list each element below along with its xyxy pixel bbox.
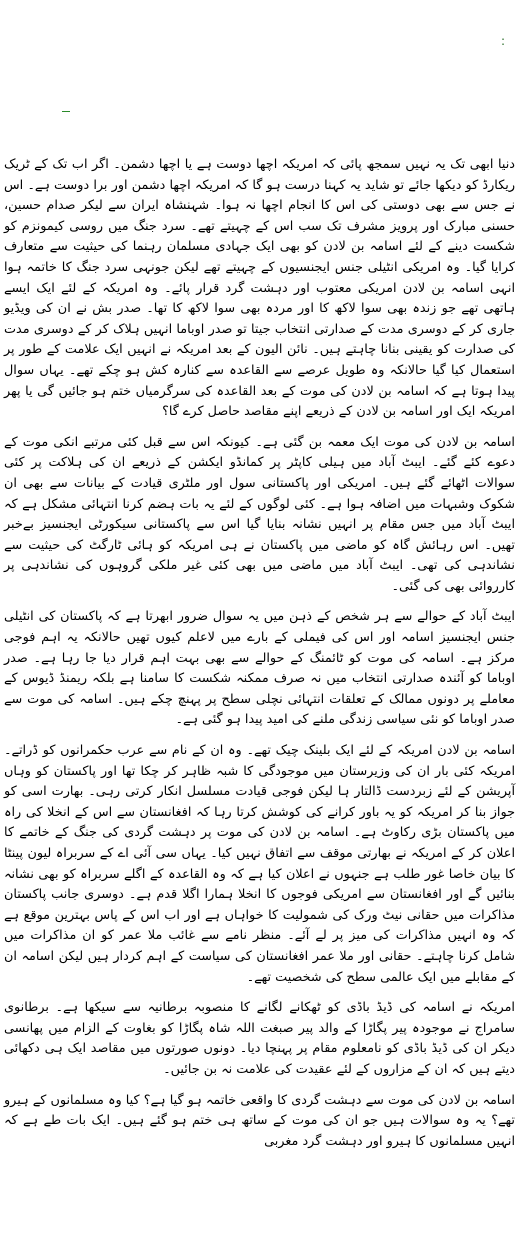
paragraph-4: اسامہ بن لادن امریکہ کے لئے ایک بلینک چیک تھے۔ وہ ان کے نام سے عرب حکمرانوں کو ڈراتے۔ امریکہ کئی بار ان کی وزیرستان میں موجودگی کا شبہ ظاہر کر چکا تھا اور پاکستان کو وہاں آپریشن کے لئے زبردست ڈالتار ہا لیکن فوجی قیادت مسلسل انکار کرتی رہی۔ بھارت اسی کو جواز بنا کر امریکہ کو یہ باور کرانے کی کوشش کرتا رہا کہ افغانستان سے اس کے انخلا کی راہ میں پاکستان بڑی رکاوٹ ہے۔ اسامہ بن لادن کی موت پر دہشت گردی کی جنگ کے خاتمے کا اعلان کر کے امریکہ نے بھارتی موقف سے اتفاق نہیں کیا۔ یہاں سی آئی اے کے سربراہ لیون پینٹا کا بیان خاصا غور طلب ہے جنہوں نے اعلان کیا ہے کہ وہ القاعدہ کے اگلے سربراہ کو بھی نشانہ بنائیں گے اور افغانستان سے امریکی فوجوں کا انخلا ہمارا اگلا قدم ہے۔ دوسری جانب پاکستان مذاکرات میں حقانی نیٹ ورک کی شمولیت کا خواہاں ہے اور اب اس کے پاس بہترین موقع ہے کہ وہ انہیں مذاکرات کی میز پر لے آئے۔ منظر نامے سے غائب ملا عمر کو ان مذاکرات میں شامل کرنا چاہتے۔ حقانی اور ملا عمر افغانستان کی سیاست کے اہم کردار ہیں لیکن اسامہ ان کے مقابلے میں ایک عالمی سطح کی شخصیت تھے۔ bbox=[4, 743, 515, 985]
paragraph-1: دنیا ابھی تک یہ نہیں سمجھ پائی کہ امریکہ اچھا دوست ہے یا اچھا دشمن۔ اگر اب تک کے ٹریک ریکارڈ کو دیکھا جائے تو شاید یہ کہنا درست ہو گا کہ امریکہ اچھا دشمن اور برا دوست ہے۔ اس نے جس سے بھی دوستی کی اس کا انجام اچھا نہ ہوا۔ شہنشاہ ایران سے لیکر صدام حسین، حسنی مبارک اور پرویز مشرف تک سب اس کے چہیتے تھے۔ سرد جنگ میں روسی کیمونزم کو شکست دینے کے لئے اسامہ بن لادن کو بھی ایک جہادی مسلمان رہنما کی حیثیت سے متعارف کرایا گیا۔ وہ امریکی انٹیلی جنس ایجنسیوں کے چہیتے تھے لیکن جونہی سرد جنگ کا خاتمہ ہوا انہی اسامہ بن لادن امریکی معتوب اور دہشت گرد قرار پائے۔ وہ امریکہ کے لئے ایک ایسے ہاتھی تھے جو زندہ بھی سوا لاکھ کا اور مردہ بھی سوا لاکھ کا تھا۔ صدر بش نے ان کی ویڈیو جاری کر کے دوسری مدت کے صدارتی انتخاب جیتا تو صدر اوباما انہیں ہلاک کر کے دوسری مدت کی صدارت کو یقینی بنانا چاہتے ہیں۔ نائن الیون کے بعد امریکہ نے انہیں ایک علامت کے طور پر استعمال کیا گیا حالانکہ وہ طویل عرصے سے القاعدہ سے کنارہ کش ہو چکے تھے۔ یہاں سوال پیدا ہوتا ہے کہ اسامہ بن لادن کی موت کے بعد القاعدہ کی سرگرمیاں ختم ہو جائیں گی یا پھر امریکہ ایک اور اسامہ بن لادن کے ذریعے اپنے مقاصد حاصل کرے گا؟ bbox=[4, 157, 515, 420]
paragraph-3: ایبٹ آباد کے حوالے سے ہر شخص کے ذہن میں یہ سوال ضرور ابھرتا ہے کہ پاکستان کی انٹیلی جنس ایجنسیز اسامہ اور اس کی فیملی کے بارے میں لاعلم کیوں تھیں حالانکہ یہ اہم فوجی مرکز ہے۔ اسامہ کی موت کو ٹائمنگ کے حوالے سے بھی بہت اہم قرار دیا جا رہا ہے۔ صدر اوباما کو آئندہ صدارتی انتخاب میں نہ صرف ممکنہ شکست کا سامنا ہے بلکہ ریمنڈ ڈیوس کے معاملے پر دونوں ممالک کے تعلقات انتہائی نچلی سطح پر پہنچ چکے ہیں۔ اسامہ کی موت سے صدر اوباما کو نئی سیاسی زندگی ملنے کی امید پیدا ہو گئی ہے۔ bbox=[4, 609, 515, 728]
article-body bbox=[4, 155, 515, 1162]
paragraph-5: امریکہ نے اسامہ کی ڈیڈ باڈی کو ٹھکانے لگانے کا منصوبہ برطانیہ سے سیکھا ہے۔ برطانوی سامراج نے موجودہ پیر پگاڑا کے والد پیر صبغت اللہ شاہ پگاڑا کو بغاوت کے الزام میں پھانسی دیکر ان کی ڈیڈ باڈی کو نامعلوم مقام پر پہنچا دیا۔ دونوں صورتوں میں مقاصد ایک ہی دکھائی دیتے ہیں کہ ان کے مزاروں کے لئے عقیدت کی علامت نہ بن جائیں۔ bbox=[4, 1000, 515, 1077]
green-dash bbox=[62, 111, 70, 112]
paragraph-6: اسامہ بن لادن کی موت سے دہشت گردی کا واقعی خاتمہ ہو گیا ہے؟ کیا وہ مسلمانوں کے ہیرو تھے؟ یہ وہ سوالات ہیں جو ان کی موت کے ساتھ ہی ختم ہو گئے ہیں۔ ایک بات طے ہے کہ انہیں مسلمانوں کا ہیرو اور دہشت گرد مغربی bbox=[4, 1092, 515, 1149]
corner-mark: : bbox=[500, 34, 505, 48]
paragraph-2: اسامہ بن لادن کی موت ایک معمہ بن گئی ہے۔ کیونکہ اس سے قبل کئی مرتبے انکی موت کے دعوے کئے گئے۔ ایبٹ آباد میں ہیلی کاپٹر پر کمانڈو ایکشن کے ذریعے ان کی ہلاکت پر کئی سوالات اٹھائے گئے ہیں۔ امریکی اور پاکستانی سول اور ملٹری قیادت کے بیانات سے بھی ان شکوک وشبہات میں اضافہ ہوا ہے۔ کئی لوگوں کے لئے یہ بات ہضم کرنا انتہائی مشکل ہے کہ ایبٹ آباد میں جس مقام پر انہیں نشانہ بنایا گیا اس سے پاکستانی سیکورٹی ایجنسیز بےخبر تھیں۔ اس رہائش گاہ کو ماضی میں پاکستان نے ہی امریکہ کو ہائی ٹارگٹ کی حیثیت سے نشاندہی کی تھی۔ ایبٹ آباد میں ماضی میں بھی کئی غیر ملکی گروہوں کی نشاندہی پر کارروائی بھی کی گئی۔ bbox=[4, 434, 515, 594]
